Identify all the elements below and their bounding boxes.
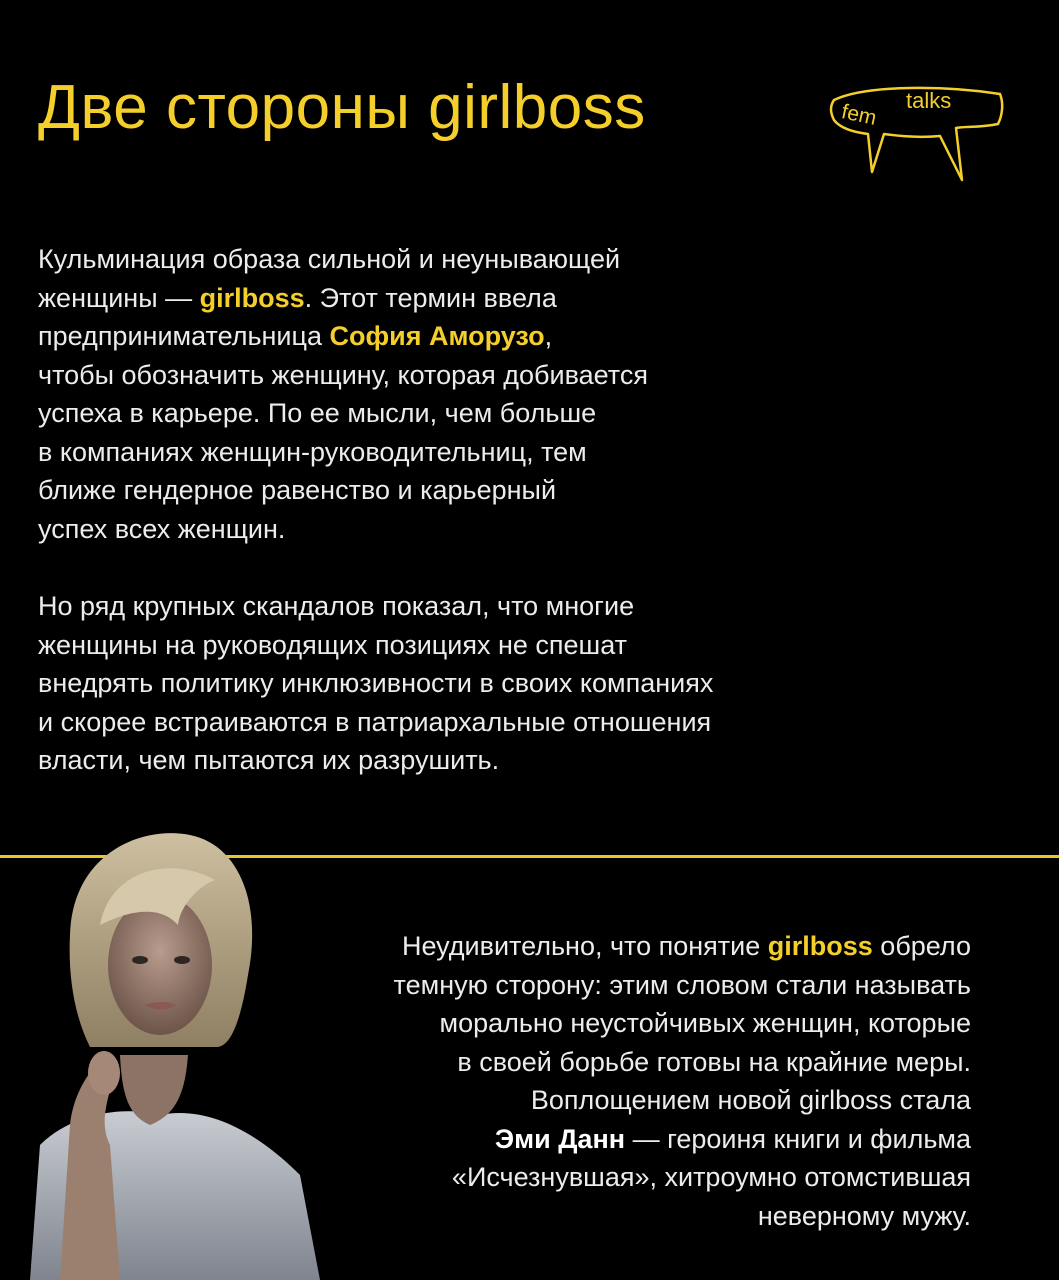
scandals-paragraph: Но ряд крупных скандалов показал, что многие женщины на руководящих позициях не спешат внедрять политику инклюзивности в своих компаниях и скорее встраиваются в патриархальные отношения власти, чем пытаются их разрушить.	[38, 591, 714, 775]
page-title: Две стороны girlboss	[38, 73, 646, 142]
amy-dunne-caption: Неудивительно, что понятие girlboss обрело темную сторону: этим словом стали называть морально неустойчивых женщин, которые в своей борьбе готовы на крайние меры. Воплощением новой girlboss стала Эми Данн — героиня книги и фильма «Исчезнувшая», хитроумно отомстившая неверному мужу.	[393, 931, 971, 1231]
girlboss-term: girlboss	[199, 282, 305, 313]
femtalks-logo	[828, 80, 1008, 190]
logo-talks-text: talks	[906, 88, 952, 113]
girlboss-term-caption: girlboss	[767, 931, 873, 961]
logo-fem-text: fem	[839, 100, 879, 130]
sofia-amoruso-name: София Аморузо	[329, 321, 545, 351]
amy-dunne-name: Эми Данн	[494, 1123, 626, 1154]
intro-paragraph: Кульминация образа сильной и неунывающей женщины — girlboss. Этот термин ввела предпринимательница София Аморузо, чтобы обозначить женщину, которая добивается успеха в карьере. По ее мысли, чем больше в компаниях женщин-руководительниц, тем ближе гендерное равенство и карьерный успех всех женщин.	[38, 244, 648, 544]
